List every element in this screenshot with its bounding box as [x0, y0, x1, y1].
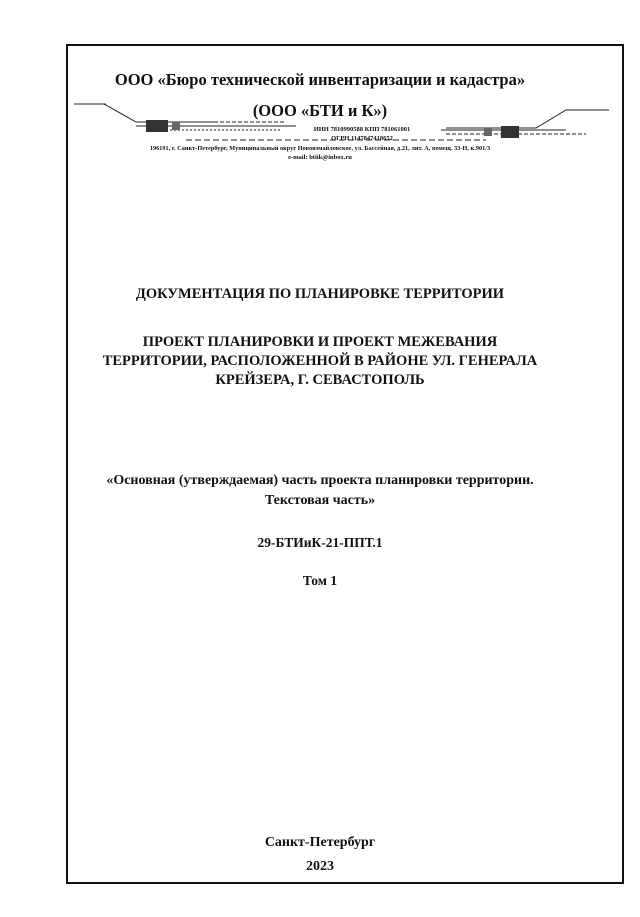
footer-city: Санкт-Петербург [264, 835, 376, 850]
logo-right-window [484, 128, 492, 136]
section-title-line: «Основная (утверждаемая) часть проекта планировки территории. [106, 473, 534, 488]
footer-year: 2023 [306, 859, 334, 874]
organization-address: 196191, г. Санкт-Петербург, Муниципальный округ Новоизмайловское, ул. Бассейная, д.21, лит. А, помещ. 33-Н, к.901/3 [149, 145, 491, 152]
section-title-line: Текстовая часть» [264, 493, 376, 508]
project-title-line: ТЕРРИТОРИИ, РАСПОЛОЖЕННОЙ В РАЙОНЕ УЛ. ГЕНЕРАЛА [102, 353, 538, 369]
organization-name: ООО «Бюро технической инвентаризации и кадастра» [114, 70, 526, 89]
project-title [0, 333, 640, 390]
ogrn-line: ОГРН 1147847418652 [331, 135, 393, 142]
document-code: 29-БТИиК-21-ППТ.1 [257, 535, 383, 550]
logo-left-block [146, 120, 168, 132]
section-title [0, 471, 640, 511]
logo-right-block [501, 126, 519, 138]
volume-label: Том 1 [302, 573, 338, 588]
project-title-line: ПРОЕКТ ПЛАНИРОВКИ И ПРОЕКТ МЕЖЕВАНИЯ [142, 334, 498, 350]
document-type-heading: ДОКУМЕНТАЦИЯ ПО ПЛАНИРОВКЕ ТЕРРИТОРИИ [135, 286, 505, 302]
project-title-line: КРЕЙЗЕРА, Г. СЕВАСТОПОЛЬ [215, 372, 425, 388]
logo-left-window [172, 122, 180, 130]
organization-short-name: (ООО «БТИ и К») [252, 101, 388, 120]
organization-email: e-mail: btiik@inbox.ru [288, 154, 352, 161]
page-border-frame [66, 44, 624, 884]
inn-kpp-line: ИНН 7810990588 КПП 781061001 [313, 126, 411, 133]
